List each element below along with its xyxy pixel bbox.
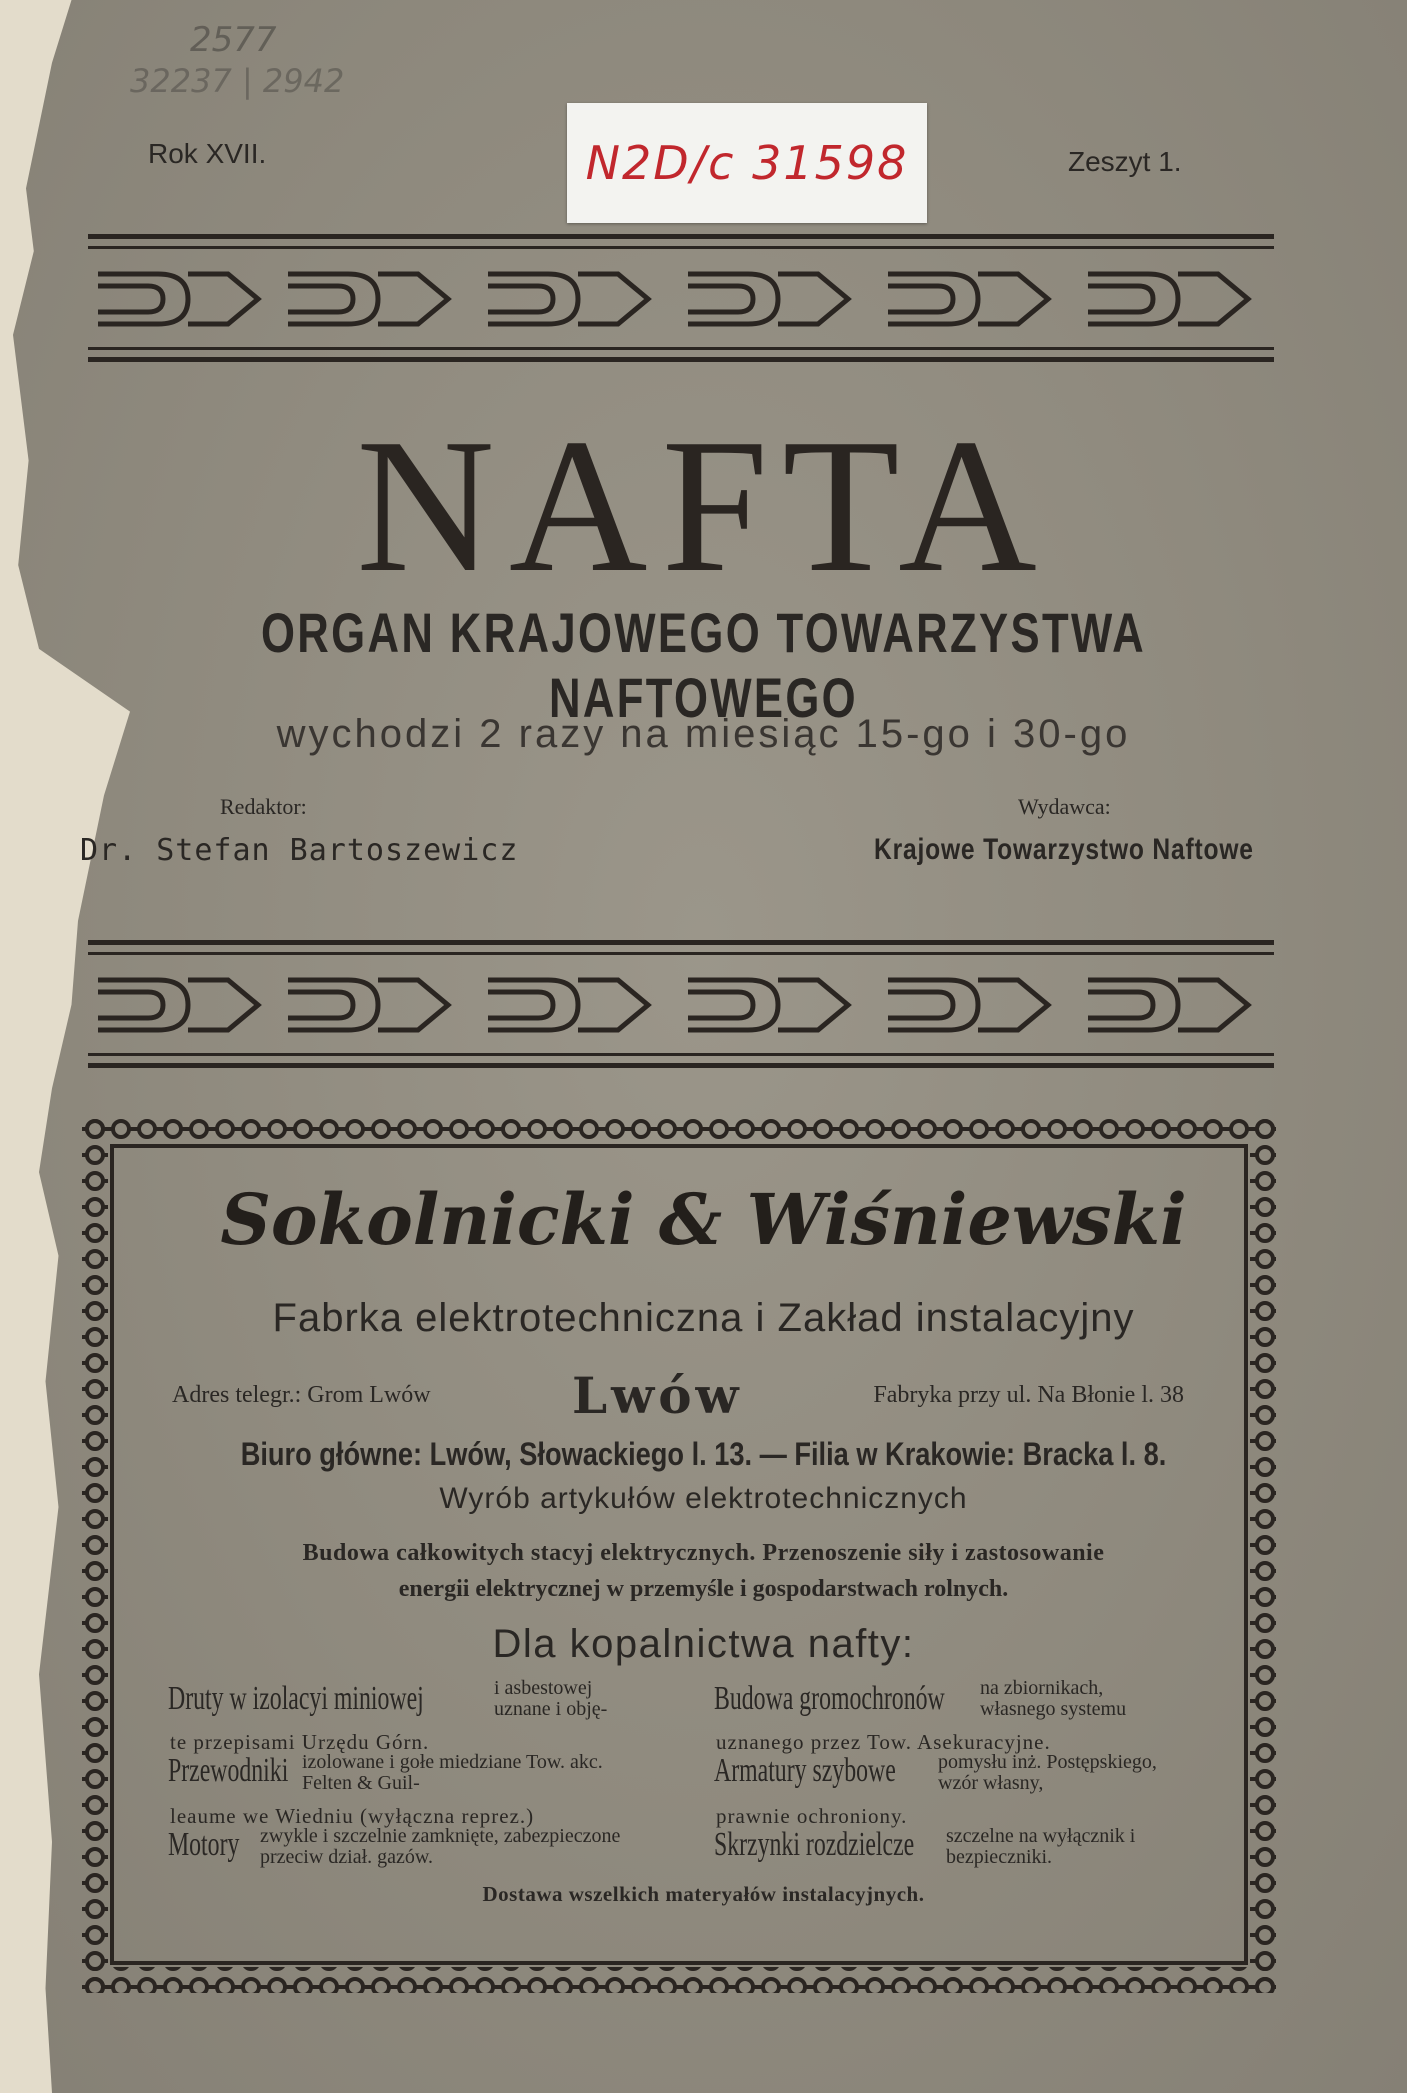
- advert-company-name: Sokolnicki & Wiśniewski: [220, 1178, 1187, 1261]
- journal-title: NAFTA: [356, 399, 1051, 612]
- right-item-2-note: pomysłu inż. Postępskiego, wzór własny,: [938, 1751, 1157, 1794]
- editor-label: Redaktor:: [220, 794, 307, 819]
- advert-services-line-1: Budowa całkowitych stacyj elektrycznych. Przenoszenie siły i zastosowanie: [302, 1540, 1105, 1566]
- issue-number: Zeszyt 1.: [1068, 146, 1182, 177]
- publisher-label: Wydawca:: [1018, 794, 1111, 819]
- right-item-2-title: Armatury szybowe: [714, 1752, 896, 1789]
- left-item-1-line: te przepisami Urzędu Górn.: [170, 1730, 430, 1754]
- right-item-1-title: Budowa gromochronów: [714, 1680, 945, 1717]
- handwritten-note: 2577: [190, 20, 277, 60]
- advert-address-row: [172, 1366, 1184, 1425]
- left-item-3-note: zwykle i szczelnie zamknięte, zabezpieczone przeciw dział. gazów.: [260, 1825, 621, 1868]
- left-item-3-title: Motory: [168, 1826, 240, 1863]
- publisher-name: Krajowe Towarzystwo Naftowe: [874, 833, 1254, 866]
- left-item-2-line: leaume we Wiedniu (wyłączna reprez.): [170, 1804, 535, 1828]
- right-item-3-note: szczelne na wyłącznik i bezpieczniki.: [946, 1825, 1136, 1868]
- advert-services-line-2: energii elektrycznej w przemyśle i gospodarstwach rolnych.: [398, 1576, 1009, 1602]
- advert-company-description: Fabrka elektrotechniczna i Zakład instalacyjny: [272, 1296, 1135, 1340]
- ornament-band-top: [88, 234, 1274, 362]
- library-label: [567, 103, 927, 223]
- journal-subtitle: ORGAN KRAJOWEGO TOWARZYSTWA NAFTOWEGO: [260, 601, 1147, 729]
- right-item-2-line: prawnie ochroniony.: [716, 1804, 908, 1828]
- left-item-3: [168, 1826, 270, 1864]
- left-item-1: [168, 1680, 533, 1718]
- advert-factory-address: Fabryka przy ul. Na Błonie l. 38: [873, 1382, 1184, 1408]
- advert-telegraph: Adres telegr.: Grom Lwów: [172, 1382, 431, 1408]
- advert-products: Wyrób artykułów elektrotechnicznych: [439, 1482, 968, 1515]
- editor-name: Dr. Stefan Bartoszewicz: [80, 833, 519, 868]
- advert-oil-heading: Dla kopalnictwa nafty:: [492, 1622, 915, 1666]
- right-item-1-note: na zbiornikach, własnego systemu: [980, 1677, 1127, 1720]
- left-item-1-title: Druty w izolacyi miniowej: [168, 1680, 424, 1717]
- ornament-band-middle: [88, 940, 1274, 1068]
- library-label-text: N2D/c 31598: [585, 136, 909, 190]
- volume-number: Rok XVII.: [148, 138, 267, 169]
- right-item-2: [714, 1752, 974, 1790]
- advert-offices: Biuro główne: Lwów, Słowackiego l. 13. — Filia w Krakowie: Bracka l. 8.: [240, 1436, 1167, 1472]
- right-item-3-title: Skrzynki rozdzielcze: [714, 1826, 915, 1863]
- advert-footer: Dostawa wszelkich materyałów instalacyjnych.: [482, 1882, 925, 1906]
- handwritten-note-2: 32237 | 2942: [130, 62, 345, 100]
- left-item-2-title: Przewodniki: [168, 1752, 289, 1789]
- advert-city: Lwów: [572, 1366, 743, 1425]
- right-item-1-line: uznanego przez Tow. Asekuracyjne.: [716, 1730, 1051, 1754]
- left-item-2-note: izolowane i gołe miedziane Tow. akc. Felten & Guil-: [302, 1751, 603, 1794]
- left-item-1-note: i asbestowej uznane i obję-: [494, 1677, 608, 1720]
- publication-frequency: wychodzi 2 razy na miesiąc 15-go i 30-go: [276, 712, 1131, 756]
